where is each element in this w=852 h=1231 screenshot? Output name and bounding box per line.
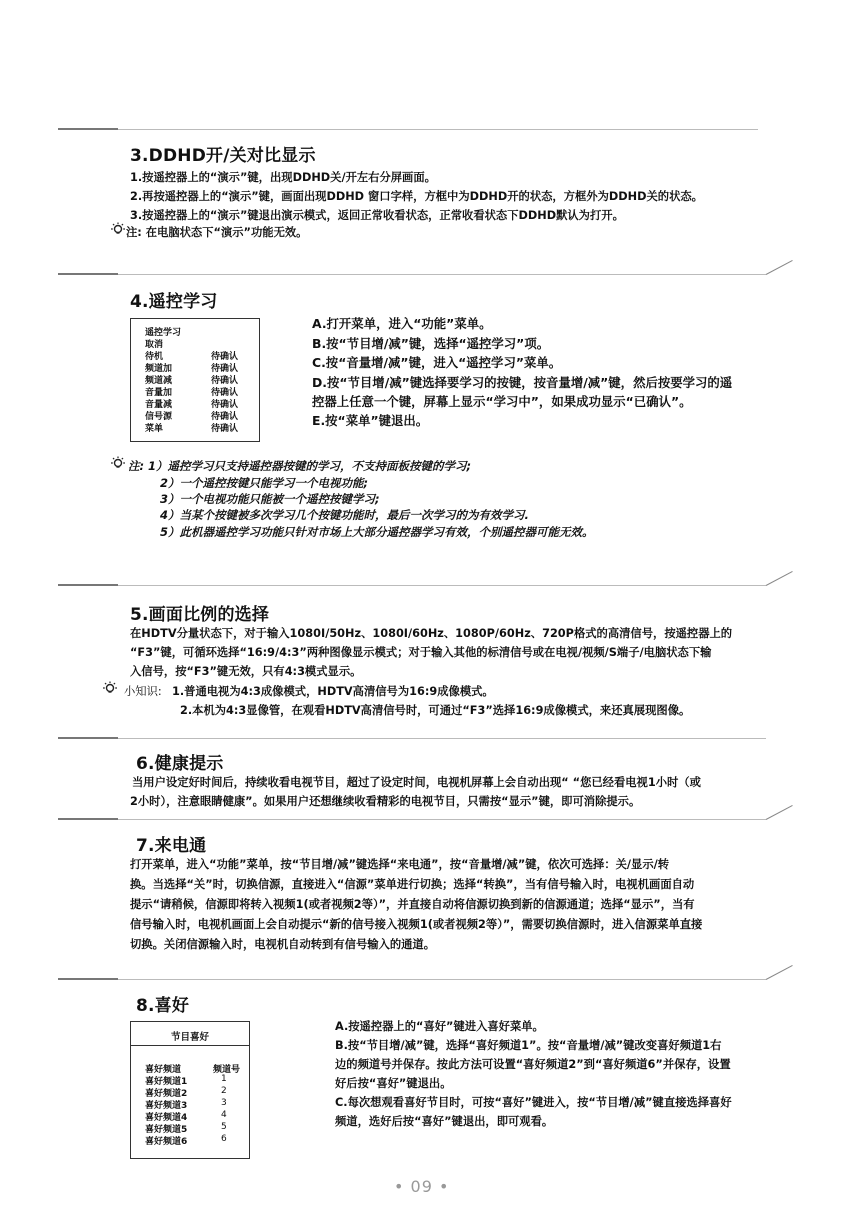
note-item: 3）一个电视功能只能被一个遥控按键学习; [160, 492, 380, 506]
menu-item: 音量加 [145, 388, 173, 398]
menu-item-value: 5 [221, 1122, 227, 1132]
note-item: 1）遥控学习只支持遥控器按键的学习，不支持面板按键的学习; [148, 459, 472, 473]
menu-header: 节目喜好 [170, 1032, 209, 1043]
section-rule-left [58, 584, 118, 586]
note-label: 注: [128, 459, 145, 473]
tip-item: 1.普通电视为4:3成像模式，HDTV高清信号为16:9成像模式。 [172, 685, 494, 698]
menu-item-status: 待确认 [211, 400, 239, 410]
section8-line: 频道，选好后按“喜好”键退出，即可观看。 [335, 1115, 554, 1128]
menu-divider [131, 1045, 249, 1046]
section-rule-left [58, 273, 118, 275]
note-item: 2）一个遥控按键只能学习一个电视功能; [160, 476, 369, 490]
section8-line: C.每次想观看喜好节目时，可按“喜好”键进入，按“节目增/减”键直接选择喜好 [335, 1096, 732, 1109]
section3-line-2: 2.再按遥控器上的“演示”键，画面出现DDHD 窗口字样，方框中为DDHD开的状态，方框外为DDHD关的状态。 [130, 190, 703, 203]
note-item: 5）此机器遥控学习功能只针对市场上大部分遥控器学习有效，个别遥控器可能无效。 [160, 525, 594, 539]
menu-item: 待机 [145, 352, 164, 362]
menu-item-value: 1 [221, 1074, 227, 1084]
section-rule-tail [766, 571, 793, 586]
section7-line: 信号输入时，电视机画面上会自动提示“新的信号接入视频1(或者视频2等）”，需要切换信源时，进入信源菜单直接 [130, 918, 703, 931]
menu-item: 喜好频道4 [145, 1113, 188, 1123]
section-rule [118, 738, 766, 739]
menu-item-value: 2 [221, 1086, 227, 1096]
menu-item: 频道减 [145, 376, 173, 386]
section5-line-1: 在HDTV分量状态下，对于输入1080I/50Hz、1080I/60Hz、1080P/60Hz、720P格式的高清信号，按遥控器上的 [130, 627, 733, 640]
menu-item-value: 4 [221, 1110, 227, 1120]
menu-item: 喜好频道2 [145, 1089, 188, 1099]
section4-step: 控器上任意一个键，屏幕上显示“学习中”，如果成功显示“已确认”。 [312, 394, 692, 409]
section-title: 6.健康提示 [136, 754, 224, 774]
section-title: 7.来电通 [136, 836, 207, 856]
tip-label: 小知识: [124, 685, 162, 698]
section8-line: B.按“节目增/减”键，选择“喜好频道1”。按“音量增/减”键改变喜好频道1右 [335, 1039, 722, 1052]
remote-learning-menu [130, 318, 260, 442]
section-title: 8.喜好 [136, 996, 190, 1016]
menu-item-status: 待确认 [211, 388, 239, 398]
menu-item: 菜单 [145, 424, 164, 434]
menu-item: 取消 [145, 340, 164, 350]
section-rule [118, 585, 766, 586]
menu-column-header: 频道号 [213, 1065, 241, 1075]
tip-item: 2.本机为4:3显像管，在观看HDTV高清信号时，可通过“F3”选择16:9成像模式，来还真展现图像。 [180, 704, 691, 717]
section-rule-tail [766, 805, 793, 820]
section-rule-tail [766, 965, 793, 980]
section-title: 4.遥控学习 [130, 292, 218, 312]
menu-column-header: 喜好频道 [145, 1065, 182, 1075]
section3-line-1: 1.按遥控器上的“演示”键，出现DDHD关/开左右分屏画面。 [130, 171, 436, 184]
section7-line: 切换。关闭信源输入时，电视机自动转到有信号输入的通道。 [130, 938, 436, 951]
section-title: 3.DDHD开/关对比显示 [130, 146, 316, 166]
section-title: 5.画面比例的选择 [130, 605, 270, 625]
section-rule-tail [766, 260, 793, 275]
menu-item: 频道加 [145, 364, 173, 374]
section7-line: 换。当选择“关”时，切换信源，直接进入“信源”菜单进行切换；选择“转换”，当有信号输入时，电视机画面自动 [130, 878, 695, 891]
menu-item: 喜好频道3 [145, 1101, 188, 1111]
lightbulb-icon [110, 222, 126, 238]
section4-step: A.打开菜单，进入“功能”菜单。 [312, 316, 492, 331]
section-rule-left [58, 978, 118, 980]
note-item: 4）当某个按键被多次学习几个按键功能时，最后一次学习的为有效学习. [160, 508, 529, 522]
section4-step: E.按“菜单”键退出。 [312, 413, 429, 428]
menu-item-status: 待确认 [211, 376, 239, 386]
section8-line: 好后按“喜好”键退出。 [335, 1077, 452, 1090]
lightbulb-icon [110, 456, 126, 472]
section-rule [118, 979, 766, 980]
section8-line: A.按遥控器上的“喜好”键进入喜好菜单。 [335, 1020, 544, 1033]
section7-line: 打开菜单，进入“功能”菜单，按“节目增/减”键选择“来电通”，按“音量增/减”键，依次可选择：关/显示/转 [130, 858, 670, 871]
section3-note: 注: 在电脑状态下“演示”功能无效。 [126, 226, 308, 239]
menu-item-status: 待确认 [211, 352, 239, 362]
menu-item: 遥控学习 [145, 328, 182, 338]
menu-item-status: 待确认 [211, 424, 239, 434]
favorite-channel-menu [130, 1021, 250, 1159]
lightbulb-icon [102, 681, 118, 697]
section5-line-2: “F3”键，可循环选择“16:9/4:3”两种图像显示模式；对于输入其他的标清信号或在电视/视频/S端子/电脑状态下输 [130, 646, 712, 659]
menu-item: 喜好频道1 [145, 1077, 188, 1087]
section-rule [118, 274, 766, 275]
section7-line: 提示“请稍候，信源即将转入视频1(或者视频2等）”，并直接自动将信源切换到新的信源通道；选择“显示”，当有 [130, 898, 695, 911]
menu-item-status: 待确认 [211, 364, 239, 374]
menu-item-value: 6 [221, 1134, 227, 1144]
page-number: • 09 • [394, 1177, 450, 1196]
section3-line-3: 3.按遥控器上的“演示”键退出演示模式，返回正常收看状态，正常收看状态下DDHD默认为打开。 [130, 209, 624, 222]
menu-item: 喜好频道6 [145, 1137, 188, 1147]
section-rule-left [58, 737, 118, 739]
section8-line: 边的频道号并保存。按此方法可设置“喜好频道2”到“喜好频道6”并保存，设置 [335, 1058, 731, 1071]
section-rule [118, 129, 758, 130]
menu-item-value: 3 [221, 1098, 227, 1108]
section4-step: C.按“音量增/减”键，进入“遥控学习”菜单。 [312, 355, 562, 370]
menu-item: 信号源 [145, 412, 173, 422]
section4-step: D.按“节目增/减”键选择要学习的按键，按音量增/减”键，然后按要学习的遥 [312, 375, 733, 390]
menu-item-status: 待确认 [211, 412, 239, 422]
section-rule [118, 819, 766, 820]
section6-line-2: 2小时），注意眼睛健康”。如果用户还想继续收看精彩的电视节目，只需按“显示”键，即可消除提示。 [130, 795, 641, 808]
section5-line-3: 入信号，按“F3”键无效，只有4:3模式显示。 [130, 665, 362, 678]
section-rule-left [58, 818, 118, 820]
section6-line-1: 当用户设定好时间后，持续收看电视节目，超过了设定时间，电视机屏幕上会自动出现“ “您已经看电视1小时（或 [132, 776, 701, 789]
section-rule-left [58, 128, 118, 130]
section4-step: B.按“节目增/减”键，选择“遥控学习”项。 [312, 336, 550, 351]
menu-item: 音量减 [145, 400, 173, 410]
menu-item: 喜好频道5 [145, 1125, 188, 1135]
